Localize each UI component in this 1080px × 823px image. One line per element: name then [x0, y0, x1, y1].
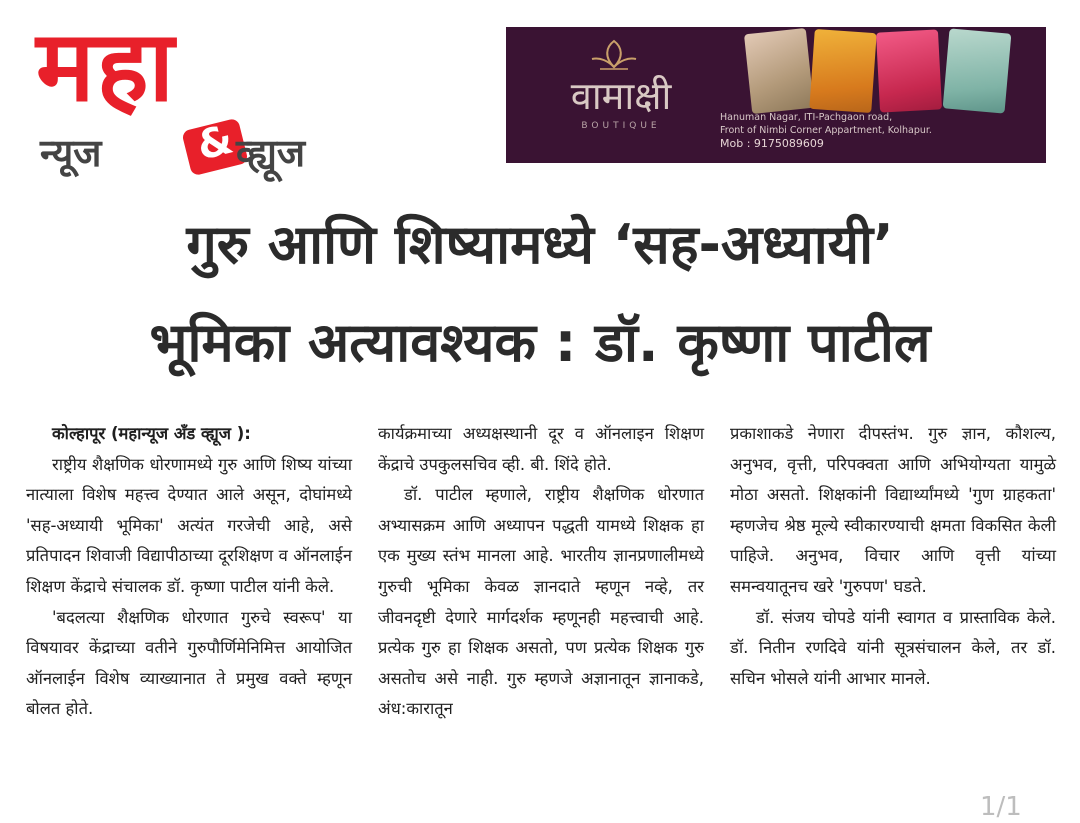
- article-headline: [20, 196, 1060, 392]
- garment-photo-beige: [744, 28, 814, 114]
- headline-line-2: भूमिका अत्यावश्यक : डॉ. कृष्णा पाटील: [149, 311, 931, 374]
- masthead-subline: [40, 116, 370, 180]
- article-column-2: [378, 419, 704, 725]
- masthead-views: व्ह्यूज: [236, 131, 306, 175]
- article-paragraph: राष्ट्रीय शैक्षणिक धोरणामध्ये गुरु आणि शिष्य यांच्या नात्याला विशेष महत्त्व देण्यात आले असून, दोघांमध्ये 'सह-अध्यायी भूमिका' अत्यंत गरजेची आहे, असे प्रतिपादन शिवाजी विद्यापीठाच्या दूरशिक्षण व ऑनलाईन शिक्षण केंद्राचे संचालक डॉ. कृष्णा पाटील यांनी केले.: [26, 454, 352, 596]
- page-indicator: 1/1: [980, 792, 1022, 822]
- article-dateline: कोल्हापूर (महान्यूज अँड व्ह्यूज ):: [52, 424, 251, 443]
- garment-photo-mint: [943, 28, 1012, 113]
- ad-address-line-1: Hanuman Nagar, ITI-Pachgaon road,: [720, 112, 893, 123]
- ad-address-line-2: Front of Nimbi Corner Appartment, Kolhapur.: [720, 125, 932, 136]
- article-paragraph: डॉ. पाटील म्हणाले, राष्ट्रीय शैक्षणिक धोरणात अभ्यासक्रम आणि अध्यापन पद्धती यामध्ये शिक्षक हा एक मुख्य स्तंभ मानला आहे. भारतीय ज्ञानप्रणालीमध्ये गुरुची भूमिका केवळ ज्ञानदाते म्हणून नव्हे, तर जीवनदृष्टी देणारे मार्गदर्शक म्हणूनही महत्त्वाची आहे. प्रत्येक गुरु हा शिक्षक असतो, पण प्रत्येक शिक्षक गुरु असतोच असे नाही. गुरु म्हणजे अज्ञानातून ज्ञानाकडे, अंध:कारातून: [378, 485, 704, 719]
- ampersand-mark: &: [192, 116, 238, 170]
- article-column-1: [26, 419, 352, 725]
- masthead-news: न्यूज: [40, 131, 102, 175]
- masthead-maha: महा: [36, 10, 177, 124]
- garment-photo-orange: [809, 29, 876, 113]
- article-paragraph: डॉ. संजय चोपडे यांनी स्वागत व प्रास्ताविक केले. डॉ. नितीन रणदिवे यांनी सूत्रसंचालन केले, तर डॉ. सचिन भोसले यांनी आभार मानले.: [730, 607, 1056, 688]
- article-column-3: [730, 419, 1056, 694]
- ad-mobile-number: Mob : 9175089609: [720, 137, 824, 150]
- article-paragraph: 'बदलत्या शैक्षणिक धोरणात गुरुचे स्वरूप' या विषयावर केंद्राच्या वतीने गुरुपौर्णिमेनिमित्त आयोजित ऑनलाईन विशेष व्याख्यानात ते प्रमुख वक्ते म्हणून बोलत होते.: [26, 607, 352, 719]
- ad-brand-subtitle: BOUTIQUE: [581, 121, 661, 131]
- article-paragraph: प्रकाशाकडे नेणारा दीपस्तंभ. गुरु ज्ञान, कौशल्य, अनुभव, वृत्ती, परिपक्वता आणि अभियोग्यता यामुळे मोठा असतो. शिक्षकांनी विद्यार्थ्यांमध्ये 'गुण ग्राहकता' म्हणजेच श्रेष्ठ मूल्ये स्वीकारण्याची क्षमता विकसित केली पाहिजे. अनुभव, विचार आणि वृत्ती यांच्या समन्वयातूनच खरे 'गुरुपण' घडते.: [730, 424, 1056, 596]
- garment-photo-pink: [876, 29, 942, 112]
- masthead-logo: [36, 10, 366, 178]
- lotus-emblem-icon: [584, 37, 644, 73]
- headline-line-1: गुरु आणि शिष्यामध्ये ‘सह-अध्यायी’: [186, 213, 894, 276]
- ad-brand-name: वामाक्षी: [570, 74, 672, 118]
- article-paragraph: कार्यक्रमाच्या अध्यक्षस्थानी दूर व ऑनलाइन शिक्षण केंद्राचे उपकुलसचिव व्ही. बी. शिंदे होते.: [378, 424, 704, 474]
- ad-contact-info: [720, 111, 1040, 150]
- advertisement-banner: [506, 27, 1046, 163]
